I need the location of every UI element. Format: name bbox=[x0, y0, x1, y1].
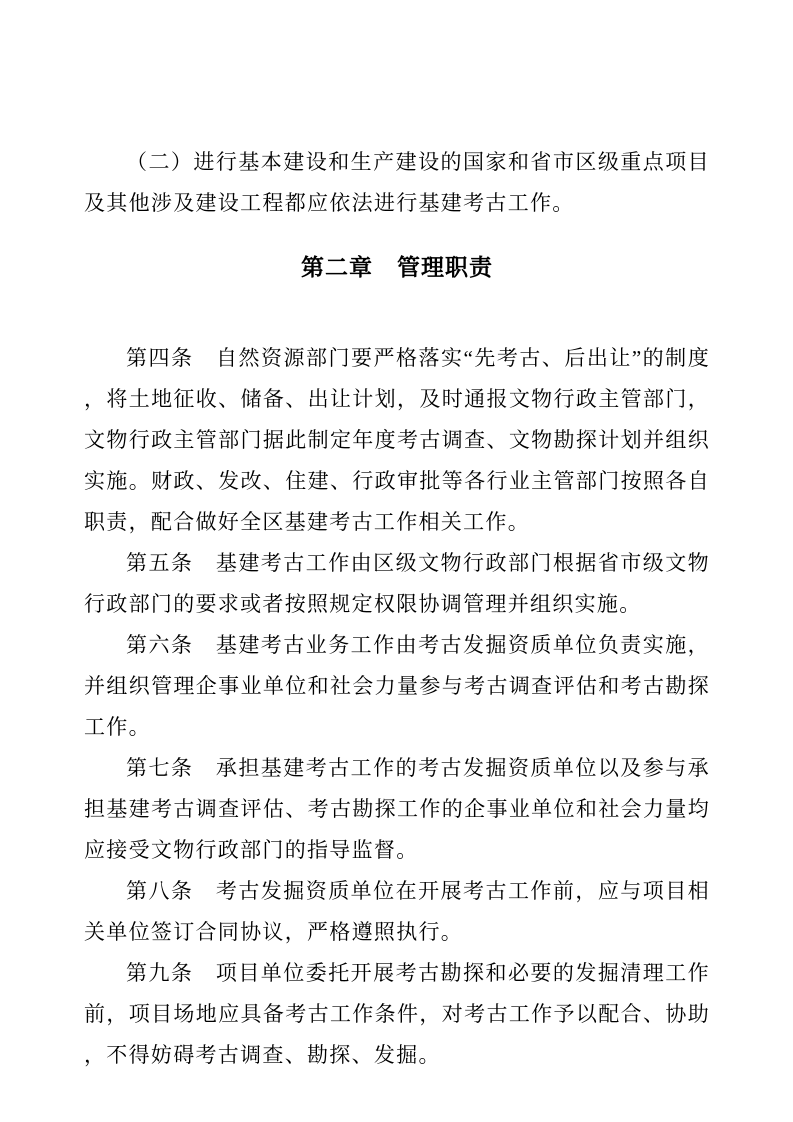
chapter-2-heading: 第二章 管理职责 bbox=[301, 254, 493, 280]
article-9-paragraph: 第九条 项目单位委托开展考古勘探和必要的发掘清理工作前，项目场地应具备考古工作条件，对考古工作予以配合、协助，不得妨碍考古调查、勘探、发掘。 bbox=[84, 961, 710, 1067]
article-7-paragraph: 第七条 承担基建考古工作的考古发掘资质单位以及参与承担基建考古调查评估、考古勘探工作的企事业单位和社会力量均应接受文物行政部门的指导监督。 bbox=[84, 756, 710, 862]
article-5-paragraph: 第五条 基建考古工作由区级文物行政部门根据省市级文物行政部门的要求或者按照规定权限协调管理并组织实施。 bbox=[84, 551, 710, 616]
article-6-paragraph: 第六条 基建考古业务工作由考古发掘资质单位负责实施，并组织管理企事业单位和社会力量参与考古调查评估和考古勘探工作。 bbox=[84, 633, 710, 739]
article-8-paragraph: 第八条 考古发掘资质单位在开展考古工作前，应与项目相关单位签订合同协议，严格遵照执行。 bbox=[84, 879, 710, 944]
article-4-paragraph: 第四条 自然资源部门要严格落实“先考古、后出让”的制度，将土地征收、储备、出让计划，及时通报文物行政主管部门，文物行政主管部门据此制定年度考古调查、文物勘探计划并组织实施。财政、发改、住建、行政审批等各行业主管部门按照各自职责，配合做好全区基建考古工作相关工作。 bbox=[84, 346, 710, 534]
clause-2-paragraph: （二）进行基本建设和生产建设的国家和省市区级重点项目及其他涉及建设工程都应依法进行基建考古工作。 bbox=[84, 150, 710, 215]
